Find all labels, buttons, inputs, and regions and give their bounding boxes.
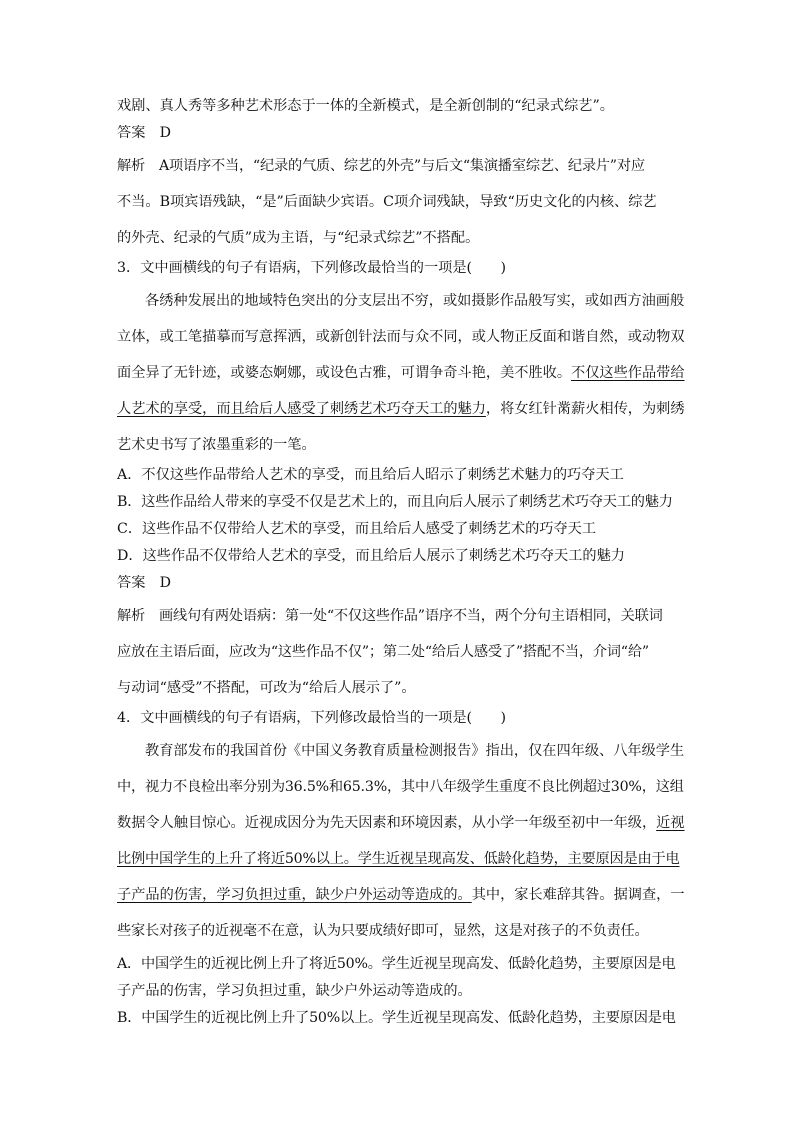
passage-line <box>117 813 685 833</box>
passage-line: 艺术史书写了浓墨重彩的一笔。 <box>117 437 316 453</box>
option-b: B．中国学生的近视比例上升了50%以上。学生近视呈现高发、低龄化趋势，主要原因是电 <box>117 1010 676 1026</box>
passage-line <box>117 399 685 419</box>
passage-line: 各绣种发展出的地域特色突出的分支层出不穷，或如摄影作品般写实，或如西方油画般 <box>145 293 685 309</box>
option-b: B．这些作品给人带来的享受不仅是艺术上的，而且向后人展示了刺绣艺术巧夺天工的魅力 <box>117 494 673 510</box>
underlined-sentence: 比例中国学生的上升了将近50%以上。学生近视呈现高发、低龄化趋势，主要原因是由于电 <box>117 851 680 867</box>
passage-line <box>117 849 682 869</box>
question-3-stem: 3．文中画横线的句子有语病，下列修改最恰当的一项是( ) <box>117 260 506 276</box>
analysis-line: 的外壳、纪录的气质”成为主语，与“纪录式综艺”不搭配。 <box>117 230 480 246</box>
analysis-line: 应放在主语后面，应改为“这些作品不仅”；第二处“给后人感受了”搭配不当，介词“给” <box>117 644 649 660</box>
underlined-sentence: 近视 <box>656 815 685 831</box>
option-a: A．中国学生的近视比例上升了将近50%。学生近视呈现高发、低龄化趋势，主要原因是电 <box>117 956 676 972</box>
analysis-line: 解析 A项语序不当，“纪录的气质、综艺的外壳”与后文“集演播室综艺、纪录片”对应 <box>117 158 645 174</box>
passage-line: 中，视力不良检出率分别为36.5%和65.3%，其中八年级学生重度不良比例超过30%，这组 <box>117 779 684 795</box>
option-d: D．这些作品不仅带给人艺术的享受，而且给后人展示了刺绣艺术巧夺天工的魅力 <box>117 548 625 564</box>
passage-line <box>117 885 685 905</box>
option-a: A．不仅这些作品带给人艺术的享受，而且给后人昭示了刺绣艺术魅力的巧夺天工 <box>117 467 624 483</box>
underlined-sentence: 人艺术的享受，而且给后人感受了刺绣艺术巧夺天工的魅力 <box>117 401 486 417</box>
passage-text: ，将女红针黹薪火相传，为刺绣 <box>485 401 685 417</box>
analysis-line: 不当。B项宾语残缺，“是”后面缺少宾语。C项介词残缺，导致“历史文化的内核、综艺 <box>117 194 657 210</box>
analysis-line: 与动词“感受”不搭配，可改为“给后人展示了”。 <box>117 680 416 696</box>
question-4-stem: 4．文中画横线的句子有语病，下列修改最恰当的一项是( ) <box>117 710 506 726</box>
text-line: 戏剧、真人秀等多种艺术形态于一体的全新模式，是全新创制的“纪录式综艺”。 <box>117 98 614 114</box>
passage-text: 数据令人触目惊心。近视成因分为先天因素和环境因素，从小学一年级至初中一年级， <box>117 815 657 831</box>
passage-line: 立体，或工笔描摹而写意挥洒，或新创针法而与众不同，或人物正反面和谐自然，或动物双 <box>117 329 685 345</box>
passage-text: 其中，家长难辞其咎。据调查，一 <box>471 887 685 903</box>
underlined-sentence: 不仅这些作品带给 <box>571 365 685 381</box>
passage-line: 教育部发布的我国首份《中国义务教育质量检测报告》指出，仅在四年级、八年级学生 <box>145 743 685 759</box>
answer-line: 答案 D <box>117 575 171 591</box>
passage-line: 些家长对孩子的近视毫不在意，认为只要成绩好即可，显然，这是对孩子的不负责任。 <box>117 923 649 939</box>
underlined-sentence: 子产品的伤害，学习负担过重，缺少户外运动等造成的。 <box>117 887 472 903</box>
answer-line: 答案 D <box>117 125 171 141</box>
passage-line <box>117 363 685 383</box>
option-a-cont: 子产品的伤害，学习负担过重，缺少户外运动等造成的。 <box>117 983 472 999</box>
passage-text: 面全异了无针迹，或婆态婀娜，或设色古雅，可谓争奇斗艳，美不胜收。 <box>117 365 572 381</box>
analysis-line: 解析 画线句有两处语病：第一处“不仅这些作品”语序不当，两个分句主语相同，关联词 <box>117 608 663 624</box>
option-c: C．这些作品不仅带给人艺术的享受，而且给后人感受了刺绣艺术的巧夺天工 <box>117 521 597 537</box>
